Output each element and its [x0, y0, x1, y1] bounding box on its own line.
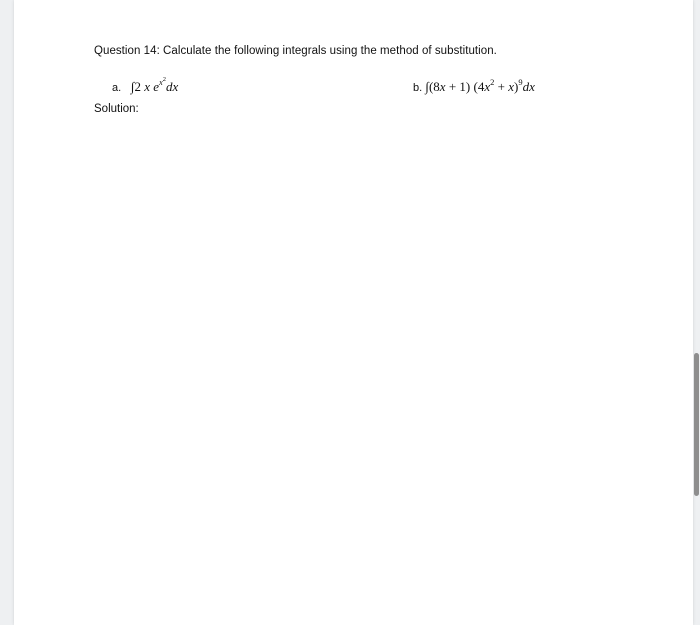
integral-a [112, 76, 179, 95]
integral-b [413, 79, 535, 95]
document-page [14, 0, 693, 625]
part-b-label: b. [413, 82, 423, 94]
question-title: Question 14: Calculate the following integrals using the method of substitution. [94, 45, 497, 57]
integral-sign: ∫ [425, 79, 429, 94]
part-a-label: a. [112, 82, 122, 94]
vertical-scrollbar[interactable] [694, 353, 699, 496]
integral-a-expression: ∫2 x $e^{x^2}dx$ [130, 76, 179, 94]
integral-sign: ∫ [130, 79, 135, 94]
integral-b-expression: ∫(8x + 1) $(4x^2 + x)^9dx$ [425, 77, 535, 94]
solution-label: Solution: [94, 103, 139, 115]
